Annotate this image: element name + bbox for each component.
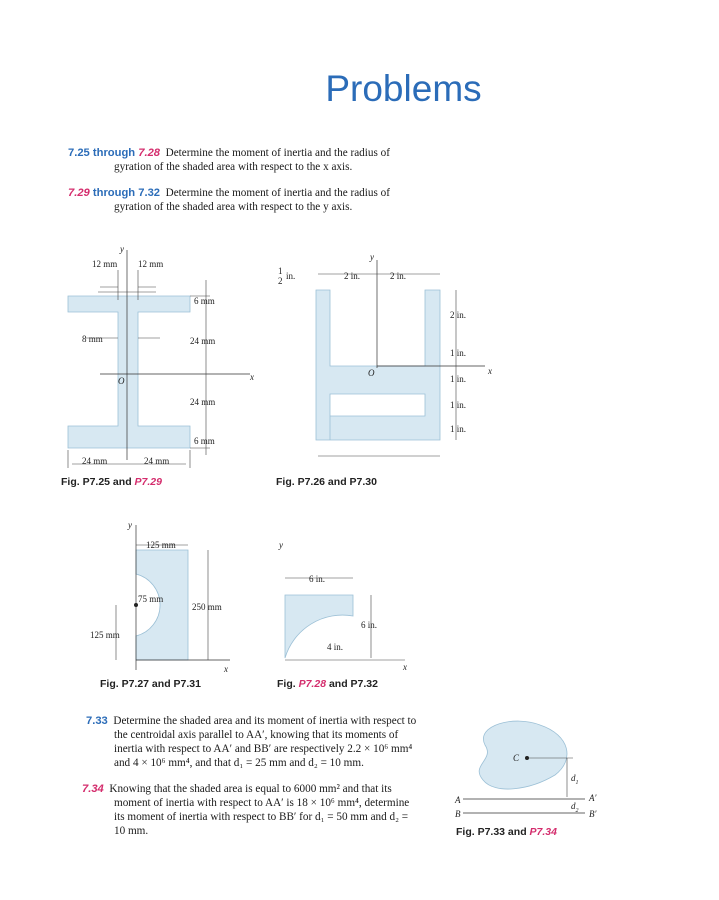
problem-text: Determine the moment of inertia and the radius of [165, 187, 390, 199]
caption-ref: P7.34 [529, 826, 557, 838]
dim-6mm-bottom: 6 mm [194, 436, 215, 446]
caption-text: and P7.32 [326, 678, 378, 690]
problem-text: and 4 × 10⁶ mm⁴, and that d₁ = 25 mm and d₂ = 10 mm. [114, 757, 364, 769]
blob-shape [479, 721, 567, 789]
label-d1: $d_1$ [571, 773, 579, 786]
label-a-prime: A′ [589, 793, 597, 803]
y-axis-label: y [279, 540, 283, 550]
figure-p7-26 [270, 250, 500, 475]
dim-2in-a: 2 in. [344, 271, 361, 281]
dim-1in-d: 1 in. [450, 424, 467, 434]
problem-number: 7.34 [82, 783, 104, 795]
caption-ref: P7.28 [298, 678, 327, 690]
i-beam-shape [68, 296, 190, 448]
centroid-label: C [513, 753, 520, 763]
figure-p7-33 [455, 715, 605, 825]
dim-4in: 4 in. [327, 642, 344, 652]
figure-caption-p7-33 [456, 826, 557, 838]
problem-text: inertia with respect to AA′ and BB′ are respectively 2.2 × 10⁶ mm⁴ [114, 743, 413, 755]
dim-12mm-right: 12 mm [138, 259, 164, 269]
semicircle-cutout-shape [136, 550, 188, 660]
h-shape [316, 290, 440, 440]
label-a: A [455, 795, 461, 805]
label-b: B [455, 809, 461, 819]
problem-number-ref: through 7.32 [89, 187, 161, 199]
dim-125mm-left: 125 mm [90, 630, 120, 640]
problem-text: the centroidal axis parallel to AA′, knowing that its moments of [114, 729, 399, 741]
dim-24mm-left: 24 mm [82, 456, 108, 466]
page-title: Problems [325, 68, 482, 109]
problem-number: 7.29 [68, 187, 90, 199]
y-axis-label: y [128, 520, 132, 530]
dim-8mm: 8 mm [82, 334, 103, 344]
dim-1in-a: 1 in. [450, 348, 467, 358]
figure-caption-p7-26: Fig. P7.26 and P7.30 [276, 476, 377, 488]
figure-caption-p7-25 [61, 476, 162, 488]
figure-p7-28 [275, 540, 435, 680]
caption-text: Fig. P7.33 and [456, 826, 530, 838]
dim-6in-right: 6 in. [361, 620, 378, 630]
dim-75mm: 75 mm [138, 594, 164, 604]
figure-caption-p7-27: Fig. P7.27 and P7.31 [100, 678, 201, 690]
problem-number-ref: 7.28 [138, 147, 161, 159]
problem-text: gyration of the shaded area with respect to the x axis. [114, 161, 353, 173]
dim-6mm-top: 6 mm [194, 296, 215, 306]
dim-125mm-top: 125 mm [146, 540, 176, 550]
dim-half-in: in. [286, 271, 296, 281]
origin-label: O [368, 368, 375, 378]
label-b-prime: B′ [589, 809, 597, 819]
dim-24mm-right: 24 mm [144, 456, 170, 466]
problem-text: Determine the moment of inertia and the radius of [165, 147, 390, 159]
x-axis-label: x [403, 662, 407, 672]
problem-7-33 [86, 714, 456, 770]
x-axis-label: x [250, 372, 254, 382]
dim-250mm: 250 mm [192, 602, 222, 612]
dim-12mm-left: 12 mm [92, 259, 118, 269]
caption-ref: P7.29 [134, 476, 162, 488]
dim-6in-top: 6 in. [309, 574, 326, 584]
figure-p7-27 [90, 520, 270, 680]
dim-24mm-upper: 24 mm [190, 336, 216, 346]
y-axis-label: y [120, 244, 124, 254]
frac-den: 2 [278, 276, 283, 286]
dim-2in-c: 2 in. [450, 310, 467, 320]
problem-7-34 [82, 782, 452, 838]
dim-1in-c: 1 in. [450, 400, 467, 410]
caption-text: Fig. [277, 678, 299, 690]
dim-1in-b: 1 in. [450, 374, 467, 384]
x-axis-label: x [488, 366, 492, 376]
origin-label: O [118, 376, 125, 386]
problem-text: 10 mm. [114, 825, 149, 837]
x-axis-label: x [224, 664, 228, 674]
problem-text: its moment of inertia with respect to BB′ for d₁ = 50 mm and d₂ = [114, 811, 409, 823]
dim-24mm-lower: 24 mm [190, 397, 216, 407]
problem-7-25 [68, 146, 448, 174]
dim-2in-b: 2 in. [390, 271, 407, 281]
problem-text: gyration of the shaded area with respect to the y axis. [114, 201, 353, 213]
label-d2: $d_2$ [571, 801, 579, 814]
problem-text: Determine the shaded area and its moment of inertia with respect to [113, 715, 417, 727]
problem-number: 7.33 [86, 715, 108, 727]
problem-text: Knowing that the shaded area is equal to 6000 mm² and that its [109, 783, 392, 795]
caption-text: Fig. P7.25 and [61, 476, 135, 488]
figure-p7-25 [60, 240, 280, 475]
problem-number: 7.25 through [68, 147, 139, 159]
frac-num: 1 [278, 266, 283, 276]
problem-7-29 [68, 186, 448, 214]
y-axis-label: y [370, 252, 374, 262]
problem-text: moment of inertia with respect to AA′ is 18 × 10⁶ mm⁴, determine [114, 797, 410, 809]
figure-caption-p7-28 [277, 678, 378, 690]
